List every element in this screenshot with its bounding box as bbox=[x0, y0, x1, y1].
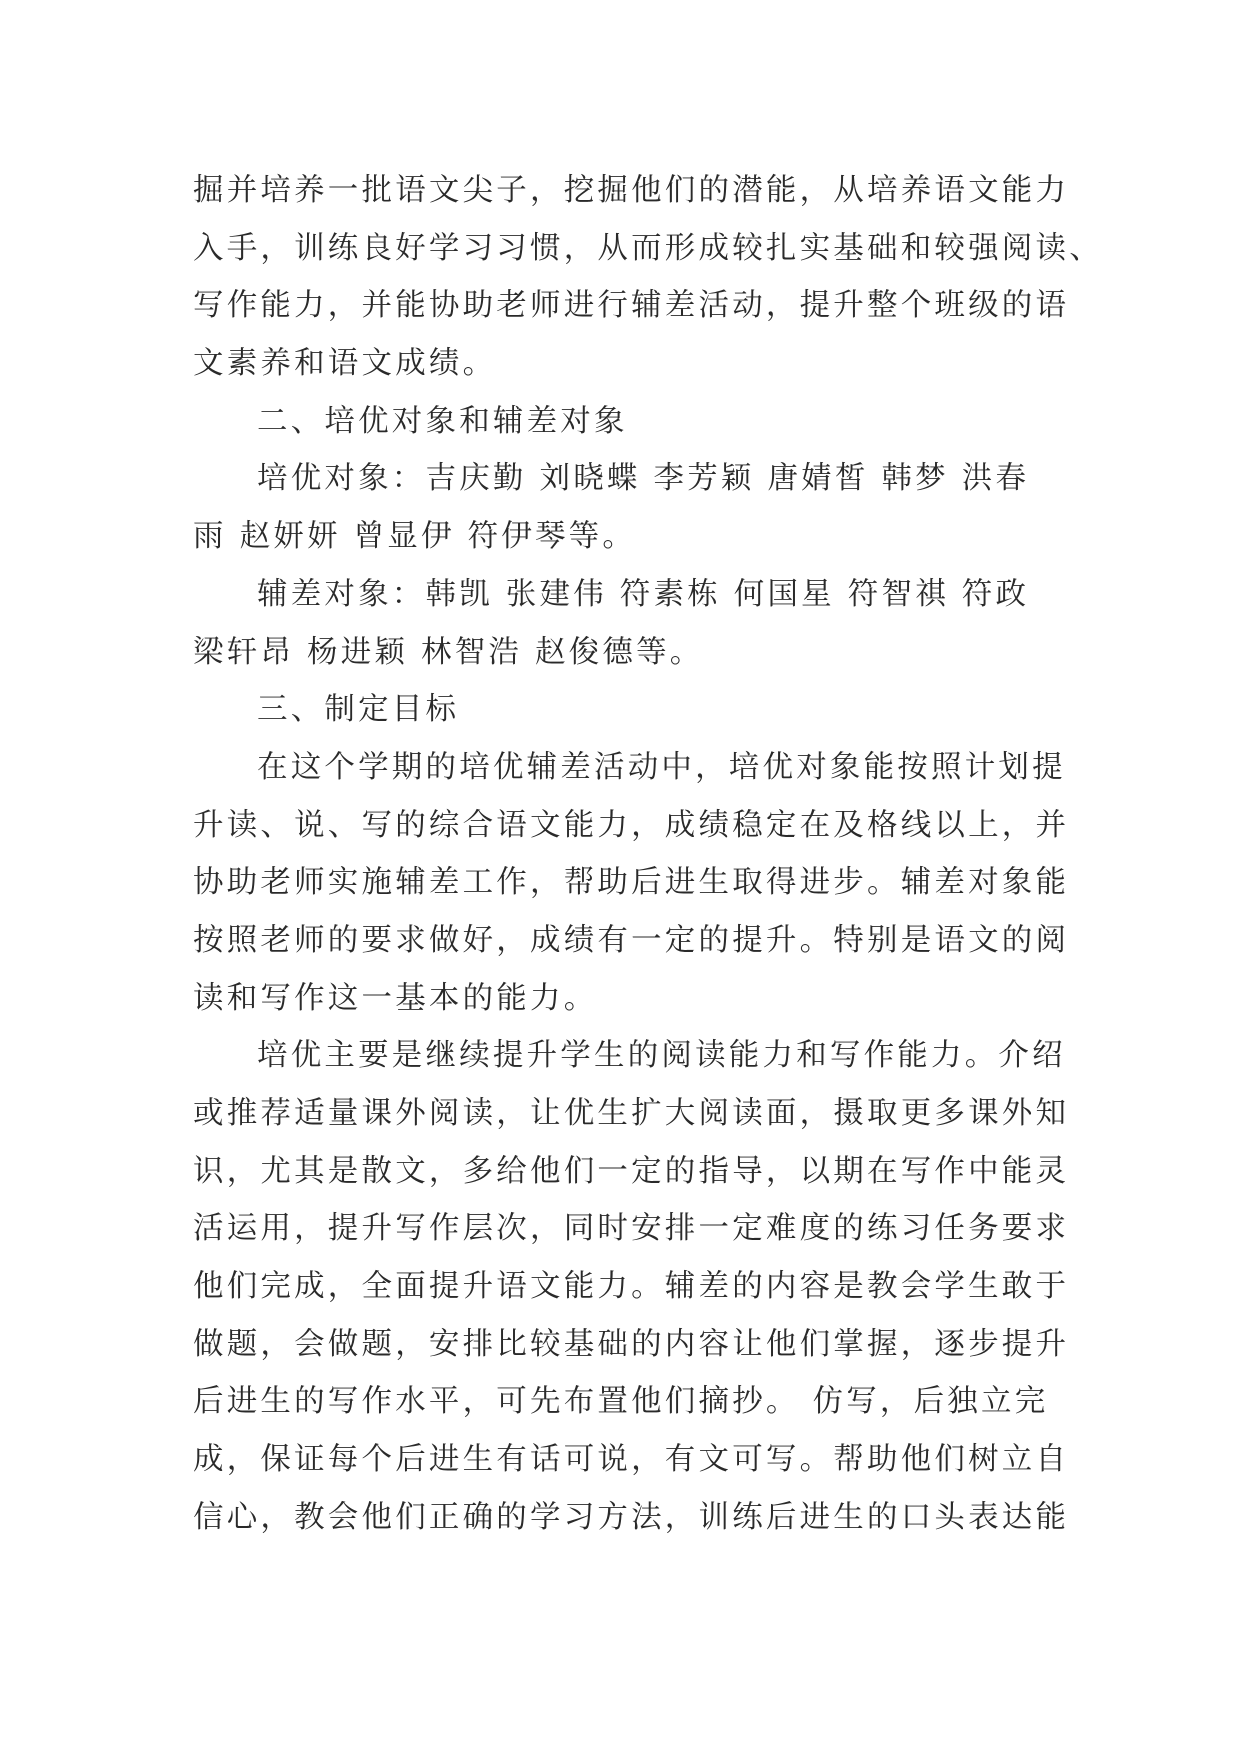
text-line-24: 信心，教会他们正确的学习方法，训练后进生的口头表达能 bbox=[193, 1499, 1070, 1535]
text-line-2: 入手，训练良好学习习惯，从而形成较扎实基础和较强阅读、 bbox=[193, 230, 1103, 266]
text-line-21: 做题，会做题，安排比较基础的内容让他们掌握，逐步提升 bbox=[193, 1326, 1070, 1362]
section-heading-2: 二、培优对象和辅差对象 bbox=[257, 403, 628, 439]
section-heading-3: 三、制定目标 bbox=[257, 692, 460, 728]
text-line-6: 培优对象：吉庆勤 刘晓蝶 李芳颖 唐婧皙 韩梦 洪春 bbox=[257, 461, 1030, 497]
text-line-18: 识，尤其是散文，多给他们一定的指导，以期在写作中能灵 bbox=[193, 1153, 1070, 1189]
text-line-3: 写作能力，并能协助老师进行辅差活动，提升整个班级的语 bbox=[193, 288, 1070, 324]
text-line-13: 协助老师实施辅差工作，帮助后进生取得进步。辅差对象能 bbox=[193, 865, 1070, 901]
text-line-7: 雨 赵妍妍 曾显伊 符伊琴等。 bbox=[193, 519, 637, 555]
text-line-22: 后进生的写作水平，可先布置他们摘抄。 仿写，后独立完 bbox=[193, 1384, 1049, 1420]
text-line-8: 辅差对象：韩凯 张建伟 符素栋 何国星 符智祺 符政 bbox=[257, 576, 1030, 612]
text-line-19: 活运用，提升写作层次，同时安排一定难度的练习任务要求 bbox=[193, 1211, 1070, 1247]
text-line-11: 在这个学期的培优辅差活动中，培优对象能按照计划提 bbox=[257, 749, 1066, 785]
text-line-15: 读和写作这一基本的能力。 bbox=[193, 980, 598, 1016]
text-line-20: 他们完成，全面提升语文能力。辅差的内容是教会学生敢于 bbox=[193, 1269, 1070, 1305]
text-line-23: 成，保证每个后进生有话可说，有文可写。帮助他们树立自 bbox=[193, 1442, 1070, 1478]
text-line-12: 升读、说、写的综合语文能力，成绩稳定在及格线以上，并 bbox=[193, 807, 1070, 843]
text-line-1: 掘并培养一批语文尖子，挖掘他们的潜能，从培养语文能力 bbox=[193, 173, 1070, 208]
text-line-9: 梁轩昂 杨进颖 林智浩 赵俊德等。 bbox=[193, 634, 704, 670]
text-line-14: 按照老师的要求做好，成绩有一定的提升。特别是语文的阅 bbox=[193, 922, 1070, 958]
text-line-4: 文素养和语文成绩。 bbox=[193, 346, 497, 382]
text-line-17: 或推荐适量课外阅读，让优生扩大阅读面，摄取更多课外知 bbox=[193, 1096, 1070, 1131]
text-line-16: 培优主要是继续提升学生的阅读能力和写作能力。介绍 bbox=[257, 1038, 1066, 1074]
document-body bbox=[193, 162, 1103, 1547]
